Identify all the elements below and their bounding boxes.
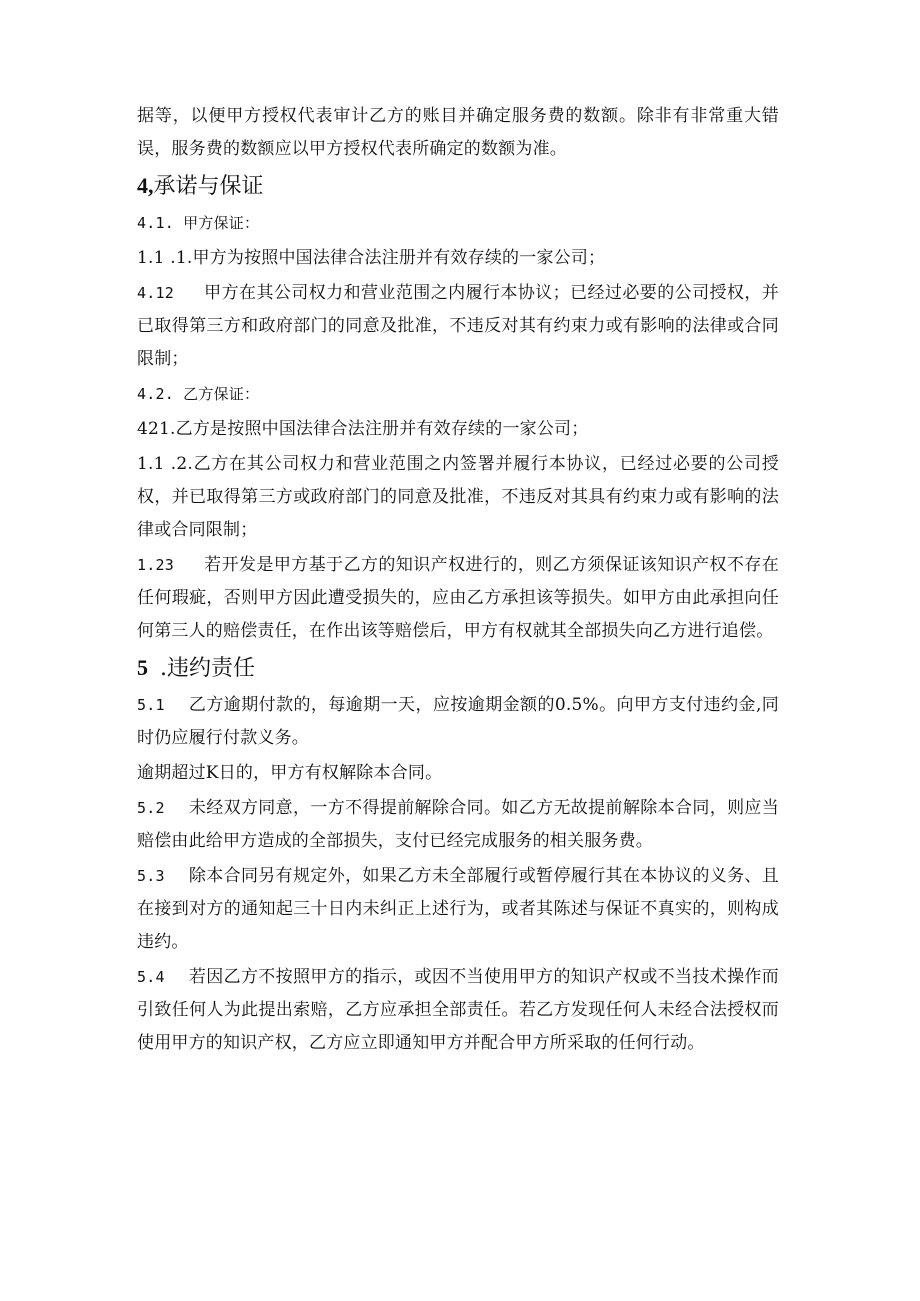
clause-5-3 (137, 860, 779, 959)
clause-1-23-number: 1.23 (137, 556, 174, 574)
clause-1-23 (137, 549, 779, 648)
clause-5-1-text: 乙方逾期付款的，每逾期一天，应按逾期金额的0.5%。向甲方支付违约金,同时仍应履行付款义务。 (137, 695, 779, 748)
clause-5-1 (137, 689, 779, 755)
clause-5-4-text: 若因乙方不按照甲方的指示，或因不当使用甲方的知识产权或不当技术操作而引致任何人为此提出索赔，乙方应承担全部责任。若乙方发现任何人未经合法授权而使用甲方的知识产权，乙方应立即通知甲方并配合甲方所采取的任何行动。 (137, 967, 779, 1053)
clause-5-3-text: 除本合同另有规定外，如果乙方未全部履行或暂停履行其在本协议的义务、且在接到对方的通知起三十日内未纠正上述行为，或者其陈述与保证不真实的，则构成违约。 (137, 866, 779, 952)
paragraph-intro: 据等，以便甲方授权代表审计乙方的账目并确定服务费的数额。除非有非常重大错误，服务费的数额应以甲方授权代表所确定的数额为准。 (137, 106, 779, 159)
section-title-5: .违约责任 (160, 656, 255, 681)
clause-4-12 (137, 277, 779, 376)
section-number-4: 4, (137, 173, 154, 198)
clause-4-2 (137, 378, 779, 411)
document-body (137, 100, 779, 1062)
clause-5-3-number: 5.3 (137, 867, 165, 885)
clause-4-1-text: 4.1. 甲方保证： (137, 214, 260, 232)
section-title-4: 承诺与保证 (153, 174, 264, 199)
clause-5-1-number: 5.1 (137, 696, 165, 714)
clause-5-4-number: 5.4 (137, 968, 165, 986)
section-heading-4 (137, 168, 779, 205)
clause-5-2-text: 未经双方同意，一方不得提前解除合同。如乙方无故提前解除本合同，则应当赔偿由此给甲方造成的全部损失，支付已经完成服务的相关服务费。 (137, 798, 779, 851)
clause-1-1-1: 1.1 .1.甲方为按照中国法律合法注册并有效存续的一家公司； (137, 248, 606, 268)
clause-4-2-text: 4.2. 乙方保证： (137, 385, 260, 403)
clause-5-2 (137, 792, 779, 858)
section-number-5: 5 (137, 655, 148, 680)
clause-4-12-text: 甲方在其公司权力和营业范围之内履行本协议；已经过必要的公司授权，并已取得第三方和政府部门的同意及批准，不违反对其有约束力或有影响的法律或合同限制； (137, 283, 779, 369)
clause-4-12-number: 4.12 (137, 284, 174, 302)
clause-5-4 (137, 961, 779, 1060)
clause-5-1-b: 逾期超过K日的，甲方有权解除本合同。 (137, 763, 443, 783)
clause-1-23-text: 若开发是甲方基于乙方的知识产权进行的，则乙方须保证该知识产权不存在任何瑕疵，否则甲方因此遭受损失的，应由乙方承担该等损失。如甲方由此承担向任何第三人的赔偿责任，在作出该等赔偿后，甲方有权就其全部损失向乙方进行追偿。 (137, 555, 779, 641)
clause-5-2-number: 5.2 (137, 799, 165, 817)
clause-4-1 (137, 207, 779, 240)
section-heading-5 (137, 650, 779, 687)
clause-1-1-2: 1.1 .2.乙方在其公司权力和营业范围之内签署并履行本协议，已经过必要的公司授权，并已取得第三方或政府部门的同意及批准，不违反对其具有约束力或有影响的法律或合同限制； (137, 454, 779, 540)
clause-421: 421.乙方是按照中国法律合法注册并有效存续的一家公司； (137, 419, 589, 439)
